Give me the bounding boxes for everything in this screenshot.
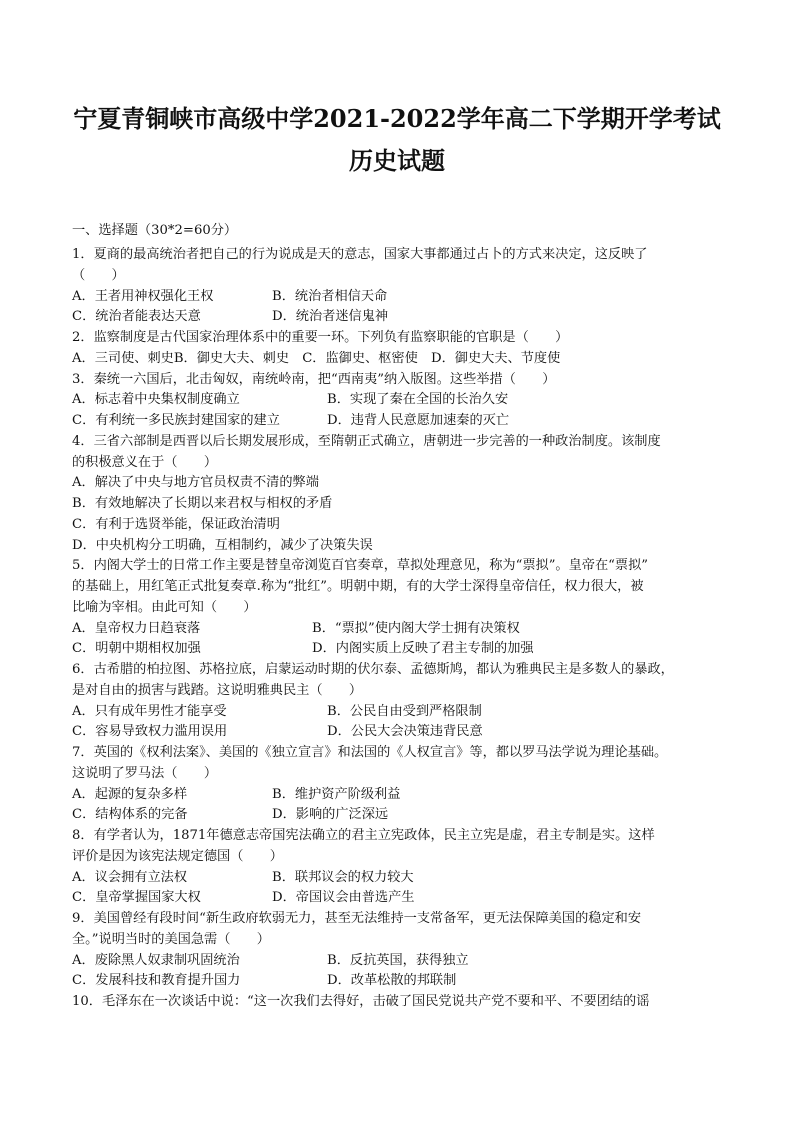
question-line: 8．有学者认为，1871年德意志帝国宪法确立的君主立宪政体，民主立宪是虚，君主专制是实。这样: [72, 828, 655, 843]
question-line: 4．三省六部制是西晋以后长期发展形成，至隋朝正式确立，唐朝进一步完善的一种政治制度。该制度: [72, 434, 661, 449]
question-line: 5．内阁大学士的日常工作主要是替皇帝浏览百官奏章，草拟处理意见，称为“票拟”。皇帝在“票拟”: [72, 558, 649, 573]
answer-option: B．维护资产阶级利益: [272, 787, 401, 802]
answer-option: C．结构体系的完备: [72, 807, 188, 822]
answer-option: B．“票拟”使内阁大学士拥有决策权: [312, 621, 520, 636]
answer-option: C．容易导致权力滥用误用: [72, 724, 228, 739]
answer-option: A．废除黑人奴隶制巩固统治: [72, 953, 240, 968]
answer-option: C．统治者能表达天意: [72, 309, 201, 324]
answer-option: B．反抗英国，获得独立: [327, 953, 469, 968]
question-line: （ ）: [72, 268, 125, 283]
question-line: 10．毛泽东在一次谈话中说：“这一次我们去得好，击破了国民党说共产党不要和平、不要团结的谣: [72, 994, 650, 1009]
answer-option: D．统治者迷信鬼神: [272, 309, 389, 324]
answer-option: C．发展科技和教育提升国力: [72, 973, 241, 988]
answer-option: D．公民大会决策违背民意: [327, 724, 483, 739]
question-line: 全。”说明当时的美国急需（ ）: [72, 932, 270, 947]
answer-option: C．有利统一多民族封建国家的建立: [72, 413, 280, 428]
exam-title: 宁夏青铜峡市高级中学2021-2022学年高二下学期开学考试: [73, 104, 721, 133]
answer-option: A．王者用神权强化王权: [72, 289, 214, 304]
question-line: 2．监察制度是古代国家治理体系中的重要一环。下列负有监察职能的官职是（ ）: [72, 330, 569, 345]
question-line: 的基础上，用红笔正式批复奏章.称为“批红”。明朝中期，有的大学士深得皇帝信任，权力很大，被: [72, 579, 644, 594]
question-line: 的积极意义在于（ ）: [72, 455, 218, 470]
question-line: A．三司使、刺史B．御史大夫、刺史 C．监御史、枢密使 D．御史大夫、节度使: [72, 351, 561, 366]
question-line: D．中央机构分工明确，互相制约，减少了决策失误: [72, 538, 373, 553]
question-line: 是对自由的损害与践踏。这说明雅典民主（ ）: [72, 683, 363, 698]
section-header: 一、选择题（30*2=60分）: [72, 223, 238, 238]
answer-option: A．皇帝权力日趋衰落: [72, 621, 201, 636]
answer-option: C．皇帝掌握国家大权: [72, 890, 201, 905]
answer-option: A．标志着中央集权制度确立: [72, 392, 240, 407]
answer-option: B．统治者相信天命: [272, 289, 388, 304]
answer-option: D．内阁实质上反映了君主专制的加强: [312, 641, 534, 656]
answer-option: A．议会拥有立法权: [72, 870, 188, 885]
answer-option: B．实现了秦在全国的长治久安: [327, 392, 509, 407]
question-line: C．有利于选贤举能，保证政治清明: [72, 517, 280, 532]
question-line: 1．夏商的最高统治者把自己的行为说成是天的意志，国家大事都通过占卜的方式来决定，这反映了: [72, 247, 648, 262]
answer-option: D．改革松散的邦联制: [327, 973, 457, 988]
answer-option: D．违背人民意愿加速秦的灭亡: [327, 413, 510, 428]
answer-option: D．影响的广泛深远: [272, 807, 389, 822]
answer-option: D．帝国议会由普选产生: [272, 890, 415, 905]
answer-option: A．起源的复杂多样: [72, 787, 188, 802]
answer-option: A．只有成年男性才能享受: [72, 704, 227, 719]
answer-option: C．明朝中期相权加强: [72, 641, 201, 656]
question-line: 6．古希腊的柏拉图、苏格拉底，启蒙运动时期的伏尔泰、孟德斯鸠，都认为雅典民主是多数人的暴政，: [72, 662, 674, 677]
exam-subtitle: 历史试题: [349, 146, 445, 175]
question-line: 7．英国的《权利法案》、美国的《独立宣言》和法国的《人权宣言》等，都以罗马法学说为理论基础。: [72, 745, 668, 760]
question-line: A．解决了中央与地方官员权责不清的弊端: [72, 475, 319, 490]
answer-option: B．公民自由受到严格限制: [327, 704, 482, 719]
question-line: 9．美国曾经有段时间“新生政府软弱无力，甚至无法维持一支常备军，更无法保障美国的稳定和安: [72, 911, 642, 926]
answer-option: B．联邦议会的权力较大: [272, 870, 414, 885]
question-line: B．有效地解决了长期以来君权与相权的矛盾: [72, 496, 333, 511]
question-line: 3．秦统一六国后，北击匈奴，南统岭南，把“西南夷”纳入版图。这些举措（ ）: [72, 372, 556, 387]
question-line: 这说明了罗马法（ ）: [72, 766, 218, 781]
question-line: 评价是因为该宪法规定德国（ ）: [72, 849, 283, 864]
question-line: 比喻为宰相。由此可知（ ）: [72, 600, 257, 615]
